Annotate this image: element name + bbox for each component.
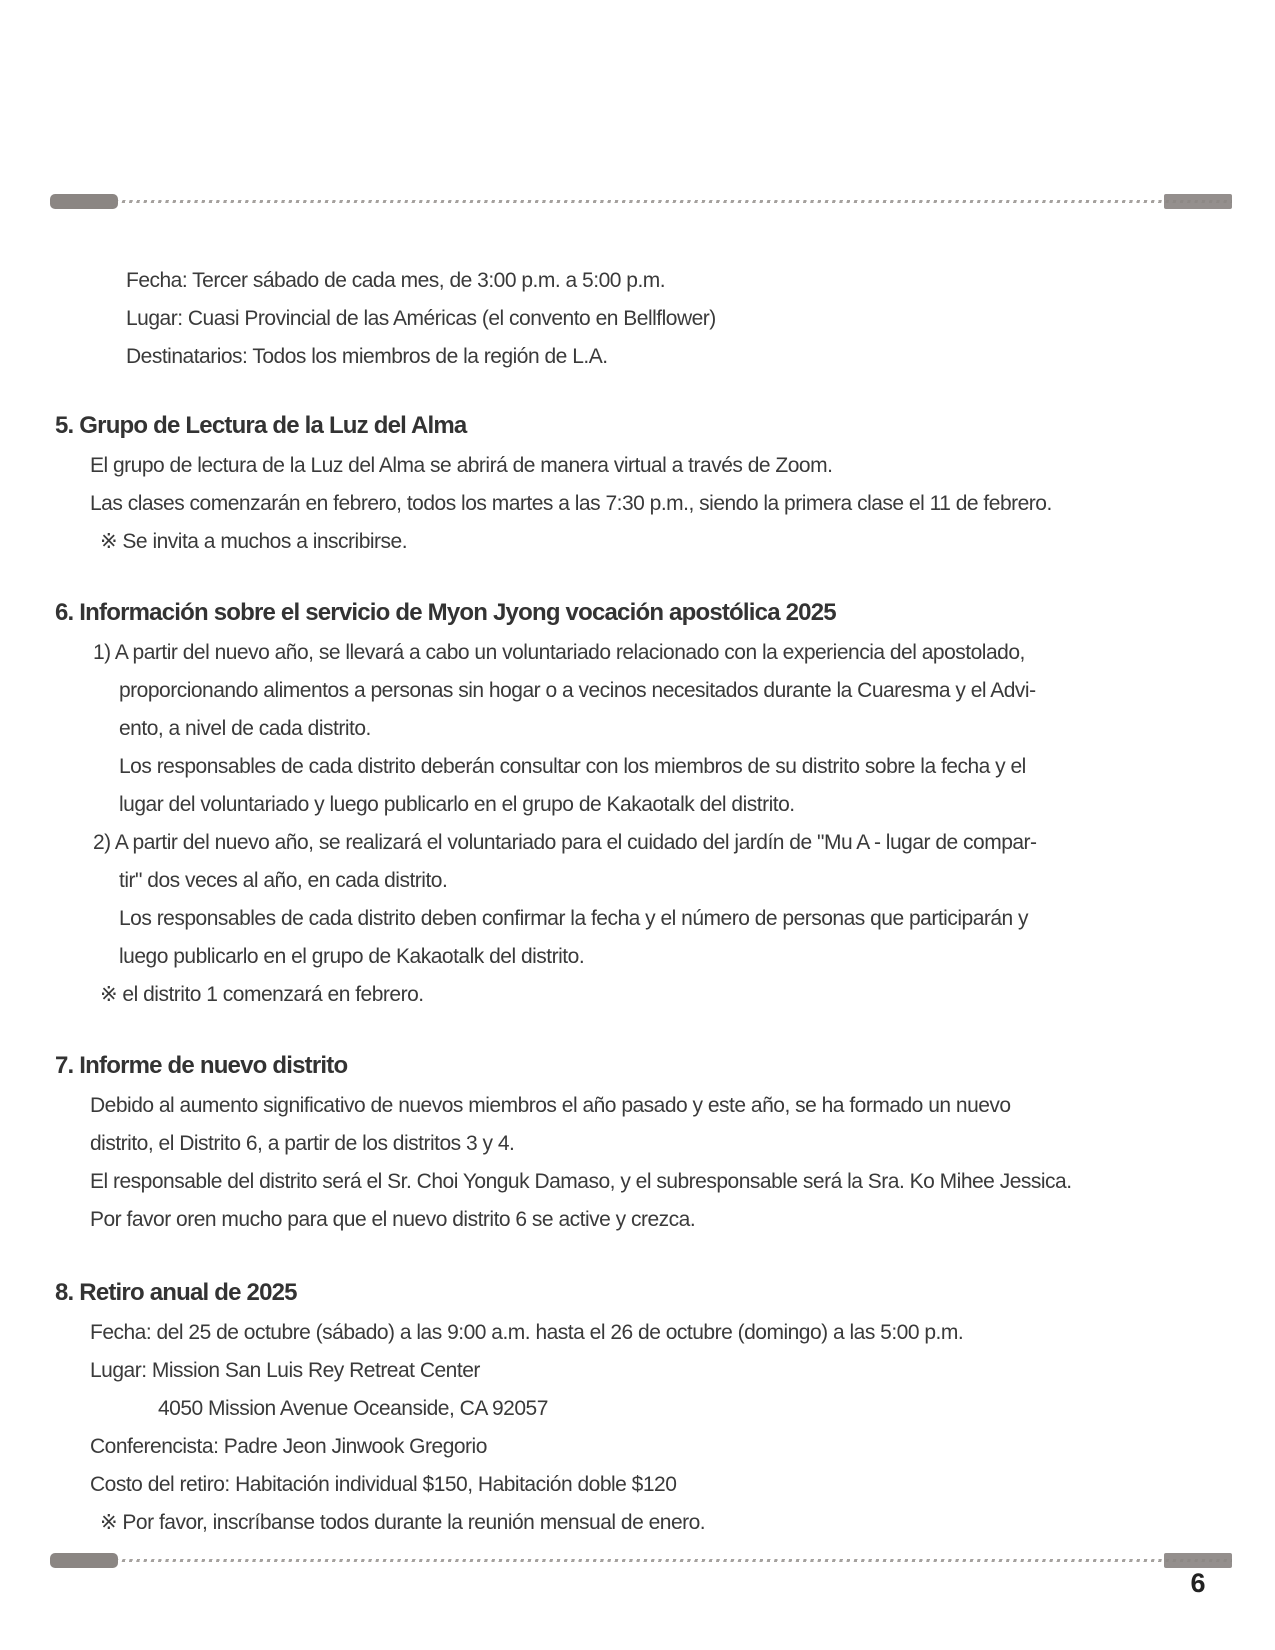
section-5-title: 5. Grupo de Lectura de la Luz del Alma [55, 412, 467, 439]
section-6-line: ento, a nivel de cada distrito. [119, 717, 371, 740]
bottom-border-dash-line [50, 1559, 1232, 1562]
section-8-line-conferencista: Conferencista: Padre Jeon Jinwook Gregorio [90, 1435, 487, 1458]
section-7 [0, 1045, 1275, 1239]
section-7-line: distrito, el Distrito 6, a partir de los distritos 3 y 4. [90, 1132, 515, 1155]
section-7-line: Debido al aumento significativo de nuevos miembros el año pasado y este año, se ha formado un nuevo [90, 1094, 1011, 1117]
section-8 [0, 1272, 1275, 1542]
section-5-line: El grupo de lectura de la Luz del Alma se abrirá de manera virtual a través de Zoom. [90, 454, 833, 477]
section-7-line: Por favor oren mucho para que el nuevo distrito 6 se active y crezca. [90, 1208, 696, 1231]
page-number: 6 [1190, 1568, 1205, 1598]
section-8-note: ※ Por favor, inscríbanse todos durante la reunión mensual de enero. [100, 1511, 706, 1534]
top-border-left-bar [50, 194, 118, 209]
section-6-line: Los responsables de cada distrito deben confirmar la fecha y el número de personas que participarán y [119, 907, 1029, 930]
top-border-right-bar [1164, 194, 1232, 209]
section-6-line: lugar del voluntariado y luego publicarlo en el grupo de Kakaotalk del distrito. [119, 793, 795, 816]
top-border-dash-line [50, 200, 1232, 203]
section-6-line: proporcionando alimentos a personas sin hogar o a vecinos necesitados durante la Cuaresma y el Advi- [119, 679, 1036, 702]
section-8-line-fecha: Fecha: del 25 de octubre (sábado) a las 9:00 a.m. hasta el 26 de octubre (domingo) a las 5:00 p.m. [90, 1321, 964, 1344]
intro-line-fecha: Fecha: Tercer sábado de cada mes, de 3:00 p.m. a 5:00 p.m. [126, 269, 666, 292]
section-6 [0, 592, 1275, 1014]
intro-line-lugar: Lugar: Cuasi Provincial de las Américas (el convento en Bellflower) [126, 307, 716, 330]
section-6-item-1: 1) A partir del nuevo año, se llevará a cabo un voluntariado relacionado con la experiencia del apostolado, [93, 641, 1025, 664]
section-8-line-address: 4050 Mission Avenue Oceanside, CA 92057 [158, 1397, 548, 1420]
section-6-line: Los responsables de cada distrito deberán consultar con los miembros de su distrito sobre la fecha y el [119, 755, 1026, 778]
section-8-line-lugar: Lugar: Mission San Luis Rey Retreat Center [90, 1359, 480, 1382]
section-5 [0, 405, 1275, 561]
section-6-title: 6. Información sobre el servicio de Myon Jyong vocación apostólica 2025 [55, 599, 836, 626]
intro-line-destinatarios: Destinatarios: Todos los miembros de la región de L.A. [126, 345, 608, 368]
section-6-line: tir" dos veces al año, en cada distrito. [119, 869, 448, 892]
section-6-note: ※ el distrito 1 comenzará en febrero. [100, 983, 424, 1006]
event-details-block [0, 262, 1275, 376]
top-border [0, 194, 1275, 210]
section-5-line: Las clases comenzarán en febrero, todos los martes a las 7:30 p.m., siendo la primera clase el 11 de febrero. [90, 492, 1052, 515]
section-5-note: ※ Se invita a muchos a inscribirse. [100, 530, 408, 553]
section-7-line: El responsable del distrito será el Sr. Choi Yonguk Damaso, y el subresponsable será la Sra. Ko Mihee Jessica. [90, 1170, 1072, 1193]
bottom-border-left-bar [50, 1553, 118, 1568]
section-6-line: luego publicarlo en el grupo de Kakaotalk del distrito. [119, 945, 585, 968]
section-8-line-costo: Costo del retiro: Habitación individual $150, Habitación doble $120 [90, 1473, 677, 1496]
bottom-border-right-bar [1164, 1553, 1232, 1568]
section-6-item-2: 2) A partir del nuevo año, se realizará el voluntariado para el cuidado del jardín de "Mu A - lugar de compar- [93, 831, 1037, 854]
section-8-title: 8. Retiro anual de 2025 [55, 1279, 297, 1306]
bottom-border [0, 1553, 1275, 1569]
section-7-title: 7. Informe de nuevo distrito [55, 1052, 348, 1079]
